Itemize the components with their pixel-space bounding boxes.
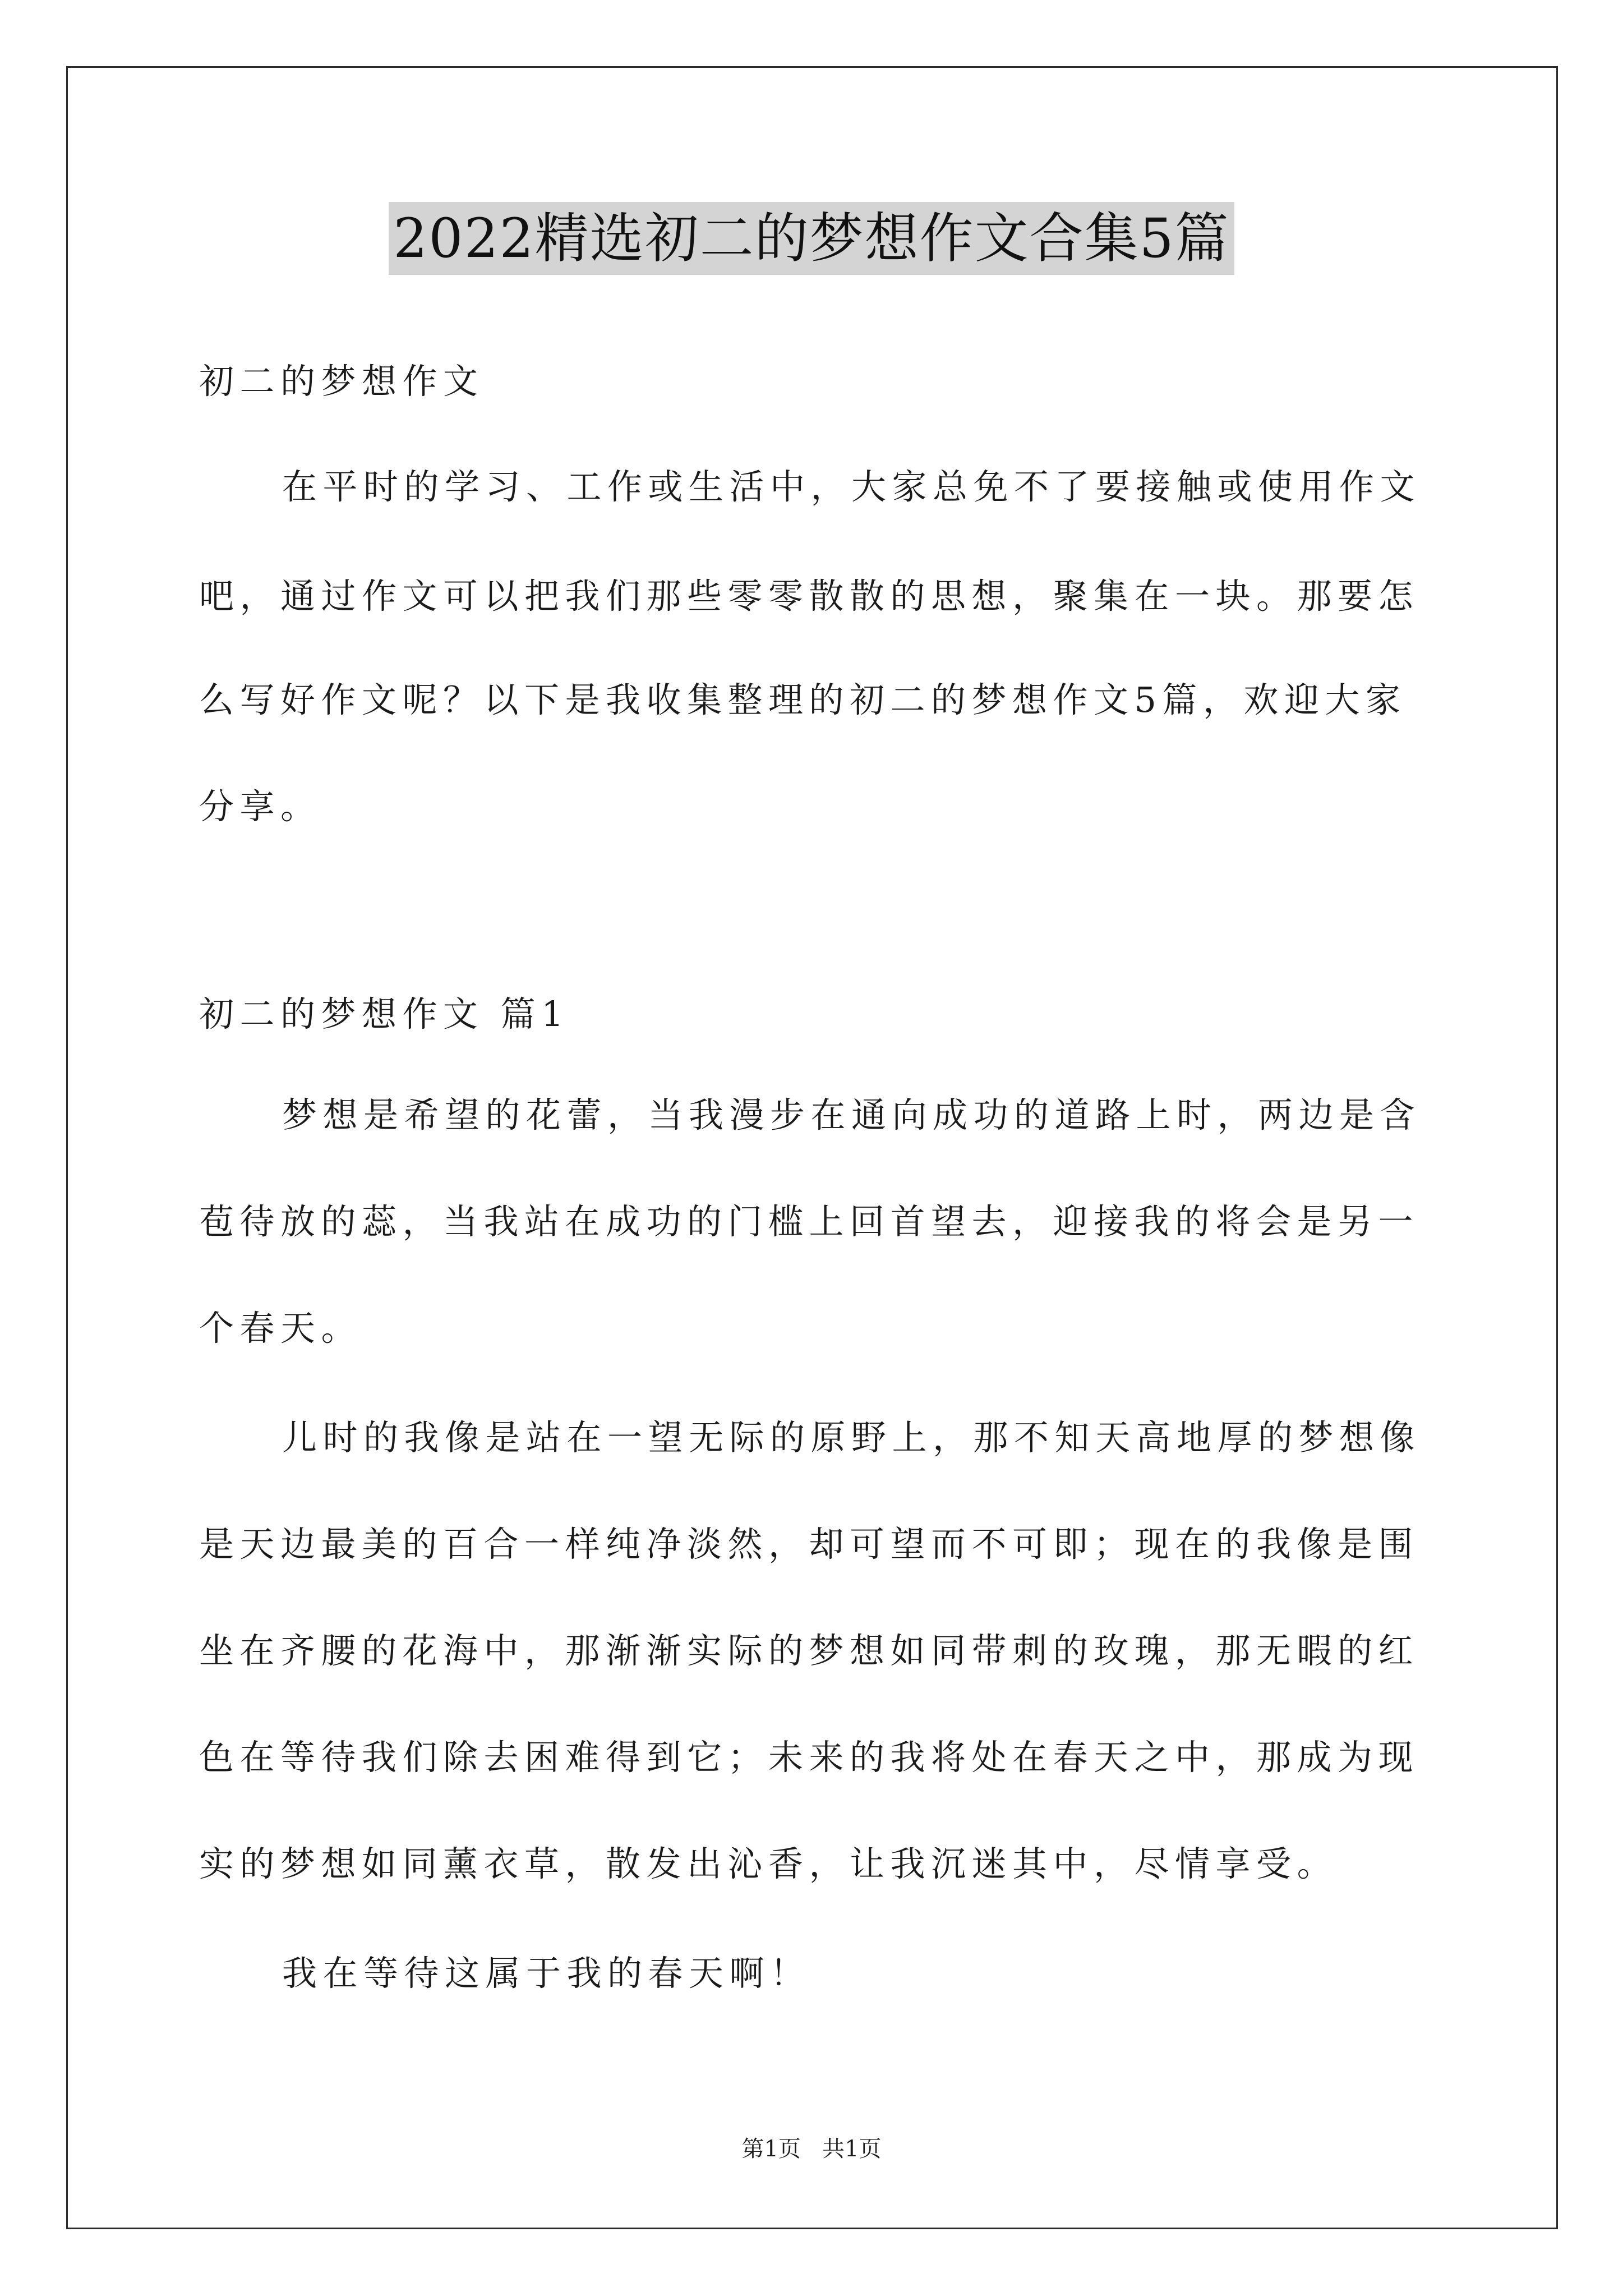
intro-line: 分享。 [199, 786, 321, 827]
document-title: 2022精选初二的梦想作文合集5篇 [389, 202, 1234, 275]
intro-line: 在平时的学习、工作或生活中，大家总免不了要接触或使用作文 [282, 466, 1421, 507]
intro-line: 吧，通过作文可以把我们那些零零散散的思想，聚集在一块。那要怎 [199, 576, 1419, 616]
essay-paragraph-line: 是天边最美的百合一样纯净淡然，却可望而不可即；现在的我像是围 [199, 1524, 1419, 1565]
essay-paragraph-line: 儿时的我像是站在一望无际的原野上，那不知天高地厚的梦想像 [282, 1417, 1421, 1458]
essay-paragraph-line: 色在等待我们除去困难得到它；未来的我将处在春天之中，那成为现 [199, 1737, 1419, 1778]
essay-paragraph-line: 坐在齐腰的花海中，那渐渐实际的梦想如同带刺的玫瑰，那无暇的红 [199, 1630, 1419, 1671]
essay-paragraph-line: 苞待放的蕊，当我站在成功的门槛上回首望去，迎接我的将会是另一 [199, 1201, 1419, 1242]
section-heading: 初二的梦想作文 [199, 361, 484, 402]
essay-paragraph-line: 梦想是希望的花蕾，当我漫步在通向成功的道路上时，两边是含 [282, 1094, 1421, 1135]
essay-paragraph-line: 实的梦想如同薰衣草，散发出沁香，让我沉迷其中，尽情享受。 [199, 1843, 1338, 1884]
essay-paragraph-line: 我在等待这属于我的春天啊！ [282, 1953, 811, 1994]
title-container [0, 202, 1623, 275]
essay-paragraph-line: 个春天。 [199, 1308, 362, 1349]
page-footer: 第1页 共1页 [741, 2136, 882, 2162]
essay-heading: 初二的梦想作文 篇1 [199, 993, 570, 1034]
intro-line: 么写好作文呢？以下是我收集整理的初二的梦想作文5篇，欢迎大家 [199, 679, 1407, 720]
